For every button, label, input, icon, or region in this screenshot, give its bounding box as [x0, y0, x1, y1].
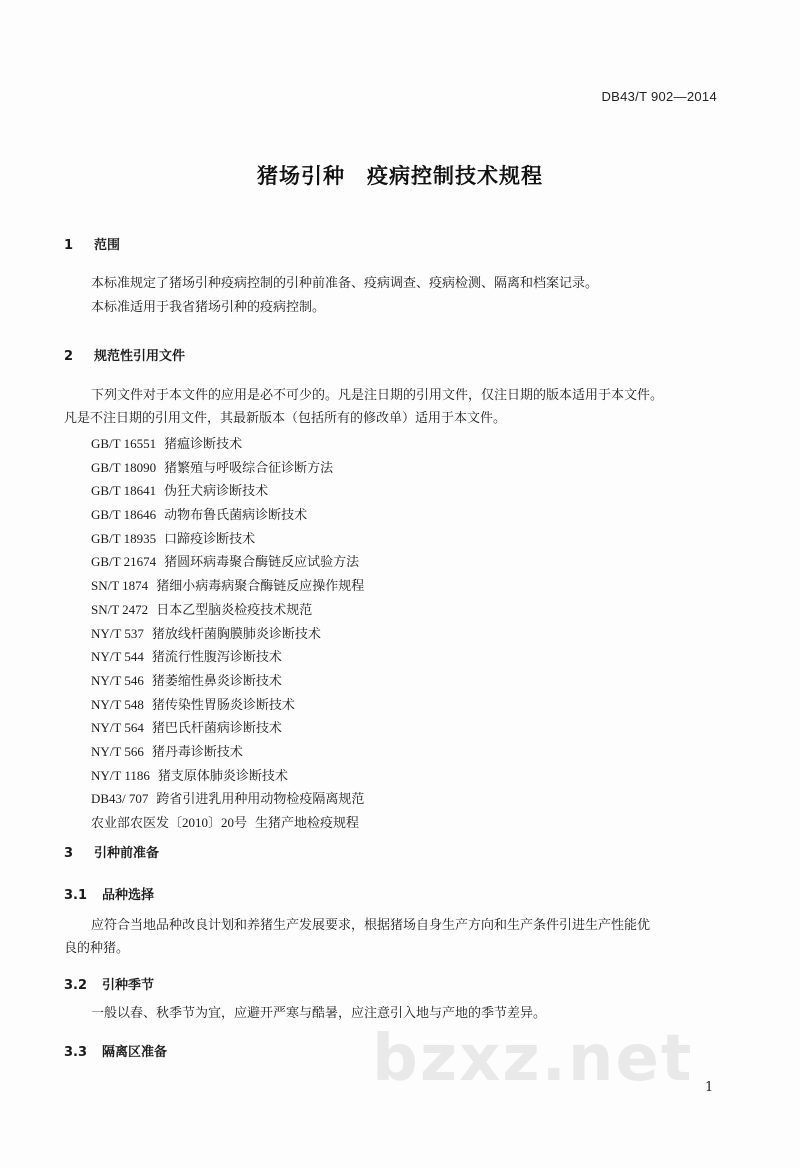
- subsection-3-2-line-1: 一般以春、秋季节为宜，应避开严寒与酷暑，应注意引入地与产地的季节差异。: [91, 1006, 547, 1021]
- section-2-intro-line-2: 凡是不注日期的引用文件，其最新版本（包括所有的修改单）适用于本文件。: [64, 411, 507, 426]
- subsection-3-1-line-1: 应符合当地品种改良计划和养猪生产发展要求，根据猪场自身生产方向和生产条件引进生产性能优: [91, 918, 651, 933]
- reference-item: [91, 575, 364, 599]
- reference-item: [91, 812, 364, 836]
- reference-code: GB/T 16551: [91, 436, 157, 451]
- reference-name: 猪支原体肺炎诊断技术: [157, 768, 288, 784]
- subsection-title: 品种选择: [102, 888, 155, 903]
- reference-code: NY/T 537: [91, 625, 144, 641]
- reference-name: 猪放线杆菌胸膜肺炎诊断技术: [151, 626, 321, 642]
- reference-name: 动物布鲁氏菌病诊断技术: [164, 508, 308, 524]
- section-number: 2: [64, 349, 74, 364]
- section-1-para-1: 本标准规定了猪场引种疫病控制的引种前准备、疫病调查、疫病检测、隔离和档案记录。: [91, 276, 599, 291]
- reference-name: 猪瘟诊断技术: [164, 437, 243, 452]
- reference-item: [91, 433, 364, 457]
- reference-item: [91, 551, 364, 575]
- reference-name: 猪丹毒诊断技术: [151, 744, 243, 760]
- subsection-3-3-heading: [64, 1041, 167, 1060]
- section-3-heading: [64, 842, 159, 861]
- reference-item: [91, 528, 364, 552]
- reference-code: DB43/ 707: [91, 791, 149, 807]
- subsection-3-1-line-2: 良的种猪。: [64, 941, 130, 956]
- reference-name: 猪巴氏杆菌病诊断技术: [151, 721, 282, 737]
- reference-code: NY/T 544: [91, 649, 144, 665]
- reference-item: [91, 788, 364, 812]
- reference-name: 伪狂犬病诊断技术: [164, 484, 269, 500]
- reference-code: 农业部农医发〔2010〕20号: [91, 815, 248, 830]
- reference-name: 猪繁殖与呼吸综合征诊断方法: [164, 460, 334, 476]
- section-number: 1: [64, 238, 74, 253]
- section-title: 范围: [94, 238, 121, 253]
- subsection-title: 引种季节: [102, 978, 155, 993]
- reference-code: GB/T 18090: [91, 459, 157, 475]
- reference-item: [91, 694, 364, 718]
- reference-name: 猪细小病毒病聚合酶链反应操作规程: [156, 579, 365, 595]
- document-title: 猪场引种 疫病控制技术规程: [257, 164, 543, 188]
- reference-item: [91, 480, 364, 504]
- subsection-title: 隔离区准备: [102, 1045, 168, 1060]
- reference-code: GB/T 18646: [91, 507, 157, 523]
- section-2-intro-line-1: 下列文件对于本文件的应用是必不可少的。凡是注日期的引用文件，仅注日期的版本适用于本文件。: [91, 388, 664, 403]
- reference-code: NY/T 566: [91, 743, 144, 759]
- reference-code: NY/T 564: [91, 720, 144, 736]
- reference-name: 跨省引进乳用种用动物检疫隔离规范: [156, 792, 365, 808]
- reference-item: [91, 670, 364, 694]
- reference-item: [91, 504, 364, 528]
- subsection-3-2-heading: [64, 974, 154, 993]
- reference-item: [91, 646, 364, 670]
- reference-name: 生猪产地检疫规程: [255, 816, 360, 831]
- reference-name: 口蹄疫诊断技术: [164, 531, 256, 547]
- page-number: 1: [705, 1080, 714, 1095]
- reference-code: NY/T 546: [91, 672, 144, 688]
- section-1-heading: [64, 234, 120, 253]
- section-1-para-2: 本标准适用于我省猪场引种的疫病控制。: [91, 300, 326, 315]
- section-title: 规范性引用文件: [94, 349, 186, 364]
- section-number: 3: [64, 846, 74, 861]
- reference-name: 猪流行性腹泻诊断技术: [151, 650, 282, 666]
- subsection-number: 3.3: [64, 1045, 88, 1060]
- subsection-number: 3.1: [64, 888, 88, 903]
- reference-item: [91, 741, 364, 765]
- reference-item: [91, 457, 364, 481]
- reference-name: 日本乙型脑炎检疫技术规范: [156, 602, 313, 618]
- subsection-3-1-heading: [64, 884, 154, 903]
- section-title: 引种前准备: [94, 846, 160, 861]
- reference-name: 猪传染性胃肠炎诊断技术: [151, 697, 295, 713]
- reference-code: GB/T 18935: [91, 530, 157, 546]
- reference-code: GB/T 18641: [91, 483, 157, 499]
- section-2-heading: [64, 345, 185, 364]
- reference-item: [91, 717, 364, 741]
- subsection-number: 3.2: [64, 978, 88, 993]
- reference-code: GB/T 21674: [91, 554, 157, 570]
- reference-code: NY/T 548: [91, 696, 144, 712]
- reference-item: [91, 765, 364, 789]
- reference-code: SN/T 1874: [91, 578, 149, 594]
- reference-item: [91, 599, 364, 623]
- reference-item: [91, 623, 364, 647]
- normative-reference-list: [91, 433, 364, 836]
- reference-name: 猪圆环病毒聚合酶链反应试验方法: [164, 555, 360, 571]
- reference-code: NY/T 1186: [91, 767, 150, 783]
- site-watermark: bzxz.net: [372, 1022, 694, 1096]
- standard-code: DB43/T 902—2014: [601, 89, 717, 104]
- reference-name: 猪萎缩性鼻炎诊断技术: [151, 673, 282, 689]
- reference-code: SN/T 2472: [91, 601, 149, 617]
